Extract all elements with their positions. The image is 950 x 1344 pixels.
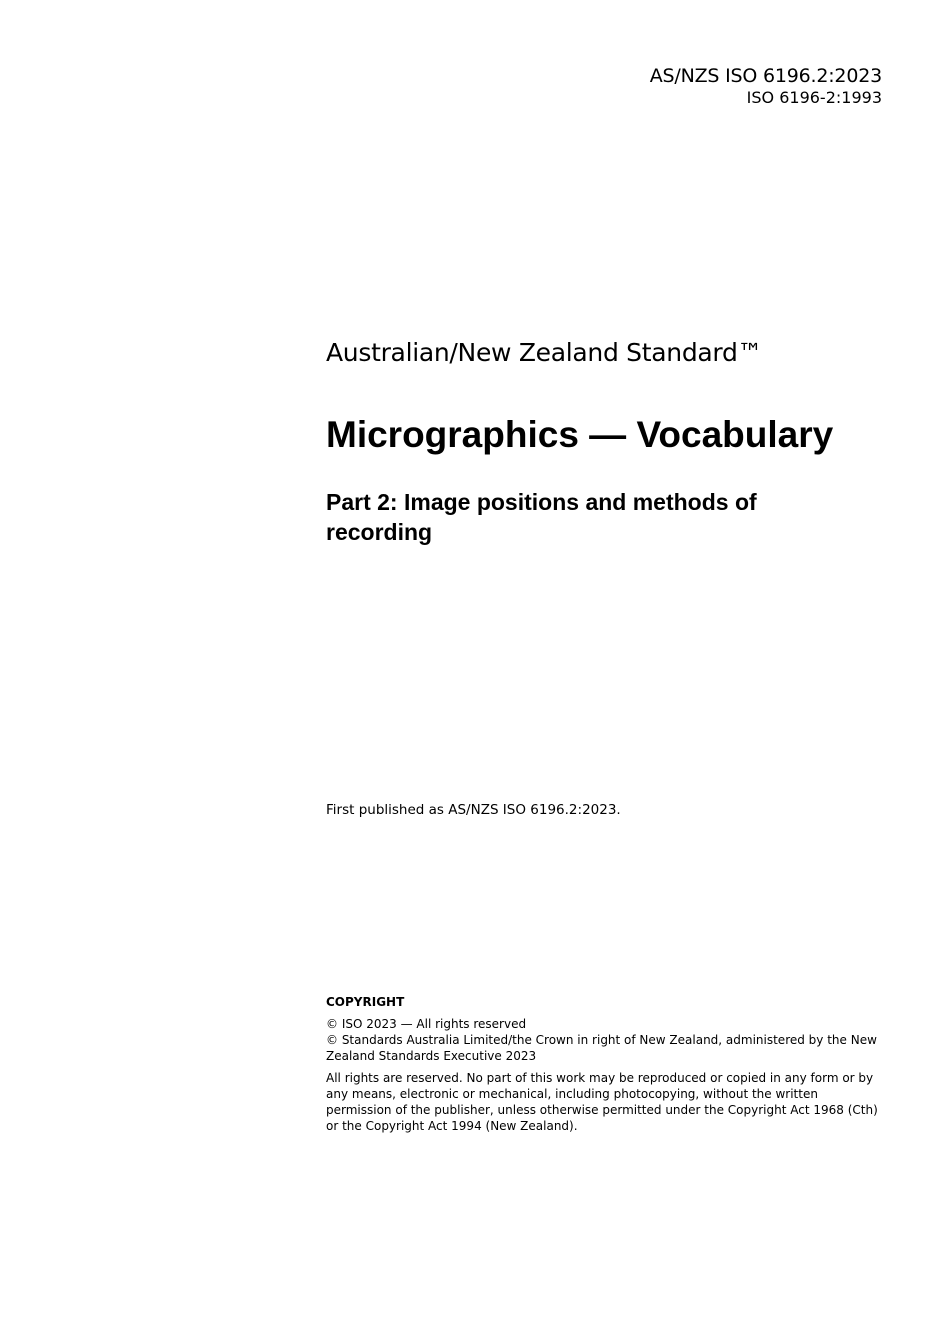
iso-copyright-line: © ISO 2023 — All rights reserved bbox=[326, 1017, 527, 1031]
document-identifier bbox=[650, 64, 882, 108]
rights-reserved-text: All rights are reserved. No part of this work may be reproduced or copied in any form or by any means, electronic or mechanical, including photocopying, without the written permission of the publisher, unless otherwise permitted under the Copyright Act 1968 (Cth) or the Copyright Act 1994 (New Zealand). bbox=[326, 1071, 878, 1133]
first-published-note: First published as AS/NZS ISO 6196.2:2023. bbox=[326, 802, 621, 818]
part-title: Part 2: Image positions and methods of recording bbox=[326, 489, 757, 545]
document-title: Micrographics — Vocabulary bbox=[326, 414, 834, 455]
standard-number: AS/NZS ISO 6196.2:2023 bbox=[649, 65, 882, 87]
copyright-heading: COPYRIGHT bbox=[326, 995, 405, 1009]
copyright-section bbox=[326, 994, 886, 1134]
standards-australia-copyright-line: © Standards Australia Limited/the Crown in right of New Zealand, administered by the New Zealand Standards Executive 2023 bbox=[326, 1033, 877, 1063]
iso-number: ISO 6196-2:1993 bbox=[746, 88, 882, 107]
title-block bbox=[326, 336, 886, 547]
standard-series: Australian/New Zealand Standard™ bbox=[326, 338, 763, 367]
